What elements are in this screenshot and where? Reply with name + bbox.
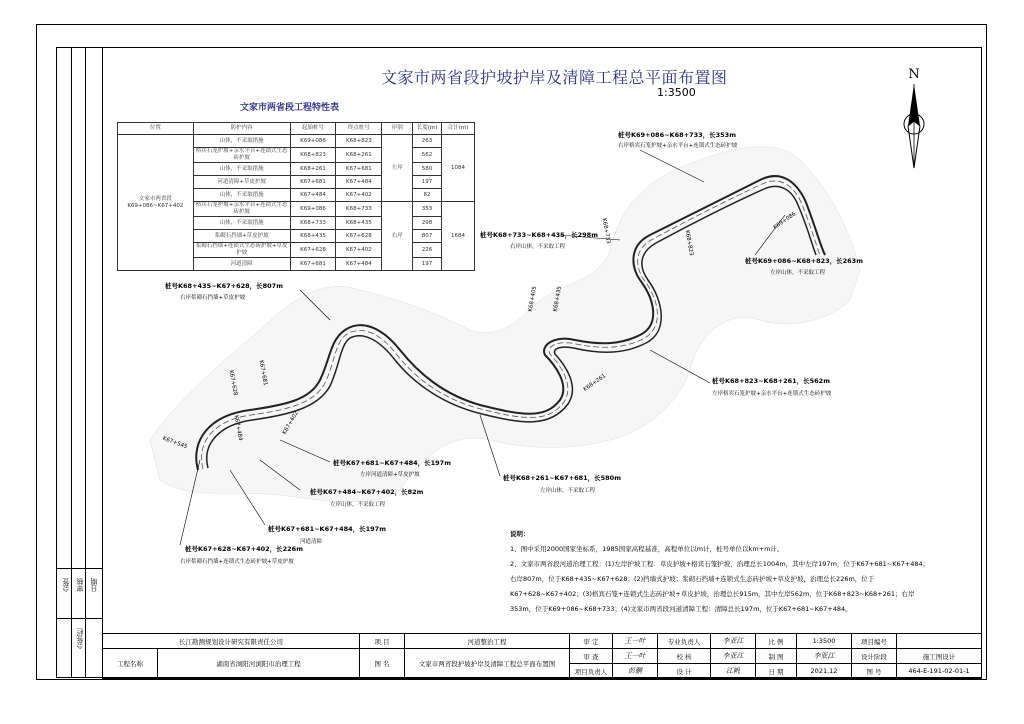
station-label: K68+261: [582, 373, 608, 393]
project-name: 河道整治工程: [405, 634, 570, 649]
notes-heading: 说明：: [510, 530, 530, 538]
design-signature: 江帆: [711, 664, 756, 679]
table-cell: 82: [413, 189, 442, 202]
table-header-cell: 位置: [118, 123, 194, 135]
lead-label: 项目负责人: [570, 664, 613, 679]
station-label: K69+086: [772, 211, 798, 231]
table-cell: K67+484: [336, 176, 382, 189]
map-sublabel: 左岸河道清障+草皮护坡: [360, 472, 420, 478]
sidebar-label-d: 会签栏: [76, 628, 84, 649]
table-total-cell: 1084: [441, 135, 474, 202]
approve-label: 审 定: [570, 634, 613, 649]
table-cell: K68+823: [336, 135, 382, 148]
map-sublabel: 左岸山体，不采取工程: [770, 270, 826, 276]
check-signature: 李亚江: [711, 649, 756, 664]
map-label: 桩号K67+628~K67+402，长226m: [185, 545, 303, 553]
station-label: K68+435: [552, 285, 564, 313]
map-sublabel: 左岸山体，不采取工程: [540, 488, 596, 494]
engineering-name: 湖南省浏阳河浏阳市治理工程: [158, 649, 360, 679]
review-label: 审 查: [570, 649, 613, 664]
project-no-label: 项目编号: [852, 634, 897, 649]
map-sublabel: 左岸山体，不采取工程: [330, 502, 386, 508]
table-cell: K67+681: [336, 163, 382, 176]
table-header-cell: 终点桩号: [336, 123, 382, 135]
table-cell: 197: [413, 258, 442, 271]
pro-check-label: 制 图: [756, 649, 797, 664]
engineering-label: 工程名称: [103, 649, 158, 679]
table-cell: K68+823: [290, 148, 336, 163]
num-value: 464-E-191-02-01-1: [897, 664, 982, 679]
terrain-area: [150, 147, 860, 502]
table-cell: K68+261: [290, 163, 336, 176]
sidebar-label-c: 日期: [90, 578, 98, 592]
north-label: N: [908, 67, 920, 82]
map-label: 桩号K68+261~K67+681，长580m: [503, 474, 621, 482]
table-cell: 353: [413, 202, 442, 217]
table-cell: 格宾石笼护坡+亲水平台+连锁式生态砖护坡: [193, 202, 290, 217]
table-cell: 226: [413, 243, 442, 258]
station-label: K68+733: [600, 217, 612, 245]
map-sublabel: 右岸浆砌石挡墙+连锁式生态砖护坡+草皮护坡: [180, 559, 294, 565]
table-cell: 山体，不采取措施: [193, 163, 290, 176]
approve-signature: 王一叶: [613, 634, 658, 649]
map-label: 桩号K67+484~K67+402，长82m: [310, 488, 424, 496]
title-block-row-2: [103, 649, 982, 664]
design-label: 设 计: [658, 664, 711, 679]
table-header-cell: 起始桩号: [290, 123, 336, 135]
title-block: [102, 633, 982, 679]
table-cell: K67+681: [290, 258, 336, 271]
table-cell: 298: [413, 217, 442, 230]
pro-check-signature: 李亚江: [797, 649, 852, 664]
table-cell: 197: [413, 176, 442, 189]
station-label: K67+628: [227, 369, 239, 397]
map-sublabel: 右岸山体，不采取工程: [510, 244, 566, 250]
table-cell: 山体，不采取措施: [193, 135, 290, 148]
review-signature: 王一叶: [613, 649, 658, 664]
map-sublabel: 河道清障: [300, 539, 323, 545]
table-cell: 807: [413, 230, 442, 243]
notes-item-1: 1、图中采用2000国家坐标系，1985国家高程基准，高程单位以m计，桩号单位以km+m计。: [510, 545, 784, 553]
drawing-label: 图 名: [360, 649, 405, 679]
design-notes: [510, 527, 930, 617]
title-block-row-1: [103, 634, 982, 649]
table-cell: K67+484: [336, 258, 382, 271]
map-sublabel: 右岸格宾石笼护坡+亲水平台+连锁式生态砖护坡: [618, 143, 738, 149]
map-label: 桩号K67+681~K67+484，长197m: [268, 525, 386, 533]
drawing-name: 文家市两省段护坡护岸及清障工程总平面布置图: [405, 649, 570, 679]
table-cell: K69+086: [290, 202, 336, 217]
table-location-cell: 文家市两省段 K69+086~K67+402: [118, 135, 194, 271]
table-cell: 浆砌石挡墙+草皮护坡: [193, 230, 290, 243]
date-value: 2021.12: [797, 664, 852, 679]
sidebar-label-a: 会签: [62, 578, 70, 592]
stage-label: 设计阶段: [852, 649, 897, 664]
table-cell: K67+681: [290, 176, 336, 189]
company-name: 长江勘测规划设计研究有限责任公司: [103, 634, 360, 649]
lead-signature: 彭鹏: [613, 664, 658, 679]
num-label: 图 号: [852, 664, 897, 679]
table-bank-cell: 右岸: [382, 202, 413, 271]
table-cell: 山体，不采取措施: [193, 217, 290, 230]
table-cell: 河道清障+草皮护坡: [193, 176, 290, 189]
map-label: 桩号K67+681~K67+484，长197m: [333, 459, 451, 467]
scale-value: 1:3500: [797, 634, 852, 649]
table-cell: 562: [413, 148, 442, 163]
pro-lead-label: 专业负责人: [658, 634, 711, 649]
table-header-cell: 岸别: [382, 123, 413, 135]
table-cell: K68+733: [290, 217, 336, 230]
table-cell: K68+261: [336, 148, 382, 163]
drawing-scale: 1:3500: [657, 86, 696, 99]
table-cell: K67+484: [290, 189, 336, 202]
station-label: K67+545: [161, 435, 188, 451]
table-cell: K68+733: [336, 202, 382, 217]
table-cell: 580: [413, 163, 442, 176]
map-label: 桩号K68+733~K68+435，长298m: [480, 231, 598, 239]
table-header-cell: 长度(m): [413, 123, 442, 135]
table-cell: 浆砌石挡墙+连锁式生态砖护坡+草皮护坡: [193, 243, 290, 258]
station-label: K67+402: [281, 410, 300, 436]
table-title: 文家市两省段工程特性表: [240, 103, 340, 113]
table-cell: K67+628: [336, 230, 382, 243]
date-label: 日 期: [756, 664, 797, 679]
check-label: 校 核: [658, 649, 711, 664]
table-cell: K68+435: [336, 217, 382, 230]
scale-label: 比 例: [756, 634, 797, 649]
map-sublabel: 右岸浆砌石挡墙+草皮护坡: [180, 295, 246, 301]
table-header-cell: 防护内容: [193, 123, 290, 135]
table-cell: K67+402: [336, 243, 382, 258]
table-cell: 263: [413, 135, 442, 148]
drawing-title: 文家市两省段护坡护岸及清障工程总平面布置图: [381, 68, 728, 87]
map-label: 桩号K69+086~K68+733，长353m: [618, 131, 736, 139]
table-cell: K67+402: [336, 189, 382, 202]
table-cell: 山体，不采取措施: [193, 189, 290, 202]
station-label: K68+405: [527, 285, 539, 313]
table-cell: K67+628: [290, 243, 336, 258]
stage-value: 施工图设计: [897, 649, 982, 664]
project-label: 项 目: [360, 634, 405, 649]
project-no-value: [897, 634, 982, 649]
table-cell: 河道清障: [193, 258, 290, 271]
pro-lead-signature: 李亚江: [711, 634, 756, 649]
map-label: 桩号K68+823~K68+261，长562m: [712, 377, 830, 385]
station-label: K68+823: [683, 229, 695, 257]
sidebar-label-b: 审核: [76, 578, 84, 592]
table-cell: 格宾石笼护坡+亲水平台+连锁式生态砖护坡: [193, 148, 290, 163]
station-label: K67+484: [232, 414, 244, 442]
table-cell: K68+435: [290, 230, 336, 243]
notes-item-2: 2、文家市两省段河道治理工程：(1)左岸护坡工程：草皮护坡+格宾石笼护坡，治理总长1004m，其中左岸197m，位于K67+681~K67+484；右岸807m，位于K68+435~K67+628；(2)挡墙式护坡：浆砌石挡墙+连锁式生态砖护坡+草皮护坡，治理总长226m，位于K67+628~K67+402；(3)格宾石笼+连锁式生态砖护坡+草皮护坡，治理总长915m，其中左岸562m，位于K68+823~K68+261；右岸353m，位于K69+086~K68+733；(4)文家市两省段河道清障工程：清障总长197m，位于K67+681~K67+484。: [510, 560, 930, 613]
table-total-cell: 1684: [441, 202, 474, 271]
station-label: K67+681: [257, 359, 269, 387]
table-header-cell: 合计(m): [441, 123, 474, 135]
map-label: 桩号K68+435~K67+628，长807m: [165, 282, 283, 290]
table-bank-cell: 左岸: [382, 135, 413, 202]
table-cell: K69+086: [290, 135, 336, 148]
map-sublabel: 左岸格宾石笼护坡+亲水平台+连锁式生态砖护坡: [712, 391, 832, 397]
map-label: 桩号K69+086~K68+823，长263m: [745, 257, 863, 265]
